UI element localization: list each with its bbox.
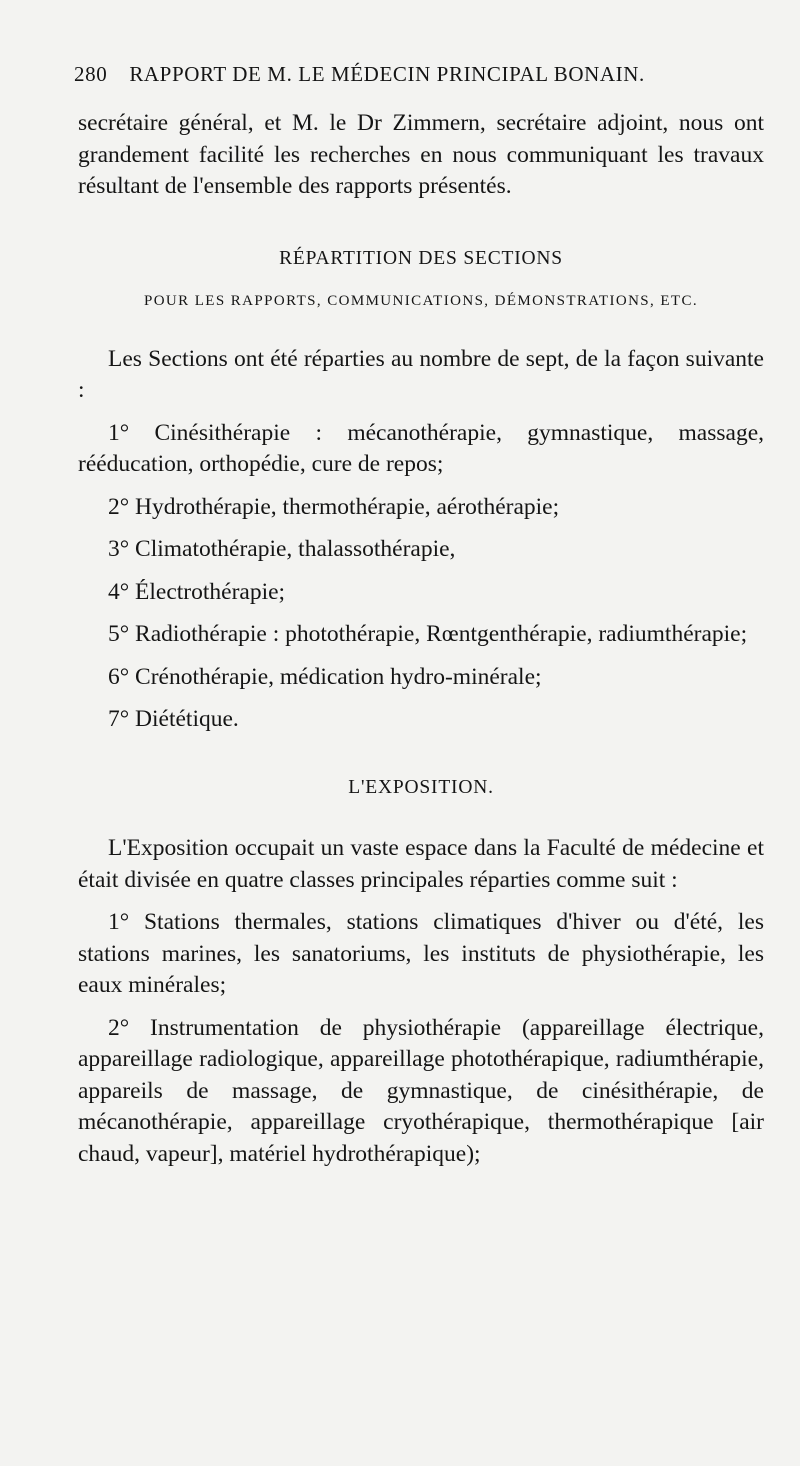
section-item-5: 5° Radiothérapie : photothérapie, Rœntgenthérapie, radiumthérapie; (108, 621, 748, 647)
sections-subtitle: POUR LES RAPPORTS, COMMUNICATIONS, DÉMONSTRATIONS, ETC. (143, 293, 699, 309)
page-body (78, 108, 764, 1170)
section-item-1: 1° Cinésithérapie : mécanothérapie, gymnastique, massage, rééducation, orthopédie, cure de repos; (78, 419, 764, 477)
exposition-lead: L'Exposition occupait un vaste espace dans la Faculté de médecine et était divisée en quatre classes principales réparties comme suit : (78, 835, 764, 893)
section-item-7: 7° Diététique. (108, 706, 239, 732)
running-title: RAPPORT DE M. LE MÉDECIN PRINCIPAL BONAIN. (129, 62, 645, 86)
page-number: 280 (74, 62, 108, 86)
sections-title: RÉPARTITION DES SECTIONS (279, 247, 563, 269)
sections-lead: Les Sections ont été réparties au nombre de sept, de la façon suivante : (78, 345, 764, 403)
exposition-item-2: 2° Instrumentation de physiothérapie (appareillage électrique, appareillage radiologique, appareillage photothérapique, radiumthérapie, appareils de massage, de gymnastique, de cinésithérapie, de mécanothérapie, appareillage cryothérapique, thermothérapique [air chaud, vapeur], matériel hydrothérapique); (78, 1014, 764, 1167)
section-item-3: 3° Climatothérapie, thalassothérapie, (108, 536, 456, 562)
intro-paragraph: secrétaire général, et M. le Dr Zimmern, secrétaire adjoint, nous ont grandement facilité les recherches en nous communiquant les travaux résultant de l'ensemble des rapports présentés. (78, 110, 764, 199)
section-item-6: 6° Crénothérapie, médication hydro-minérale; (108, 663, 542, 690)
running-header (74, 62, 754, 87)
section-item-2: 2° Hydrothérapie, thermothérapie, aérothérapie; (108, 493, 560, 520)
exposition-item-1: 1° Stations thermales, stations climatiques d'hiver ou d'été, les stations marines, les sanatoriums, les instituts de physiothérapie, les eaux minérales; (78, 909, 764, 998)
section-item-4: 4° Électrothérapie; (108, 578, 286, 605)
exposition-title: L'EXPOSITION. (348, 776, 494, 798)
